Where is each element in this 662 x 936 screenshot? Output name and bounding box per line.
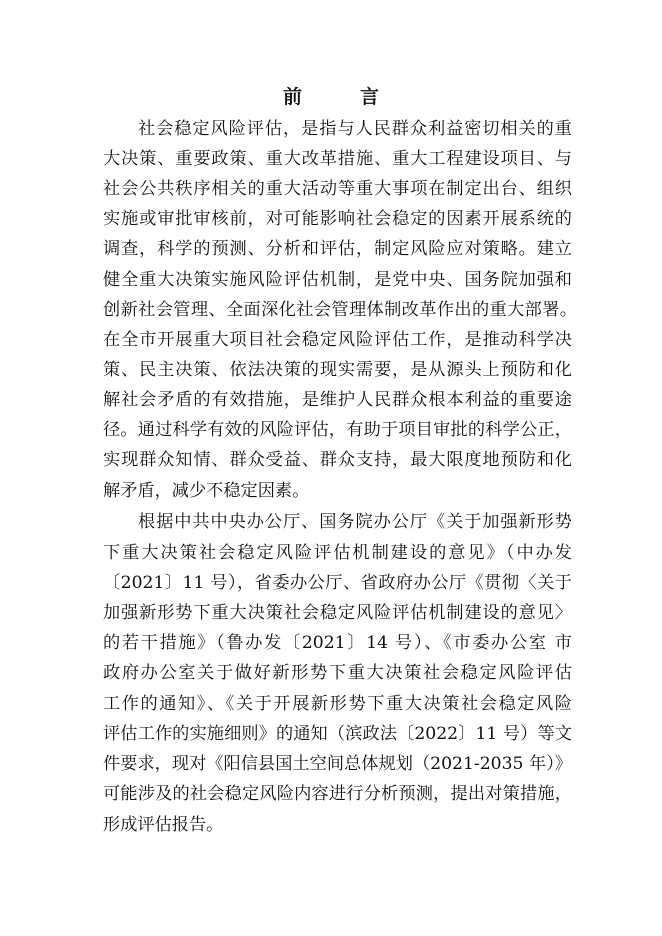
- paragraph-2-line: 下重大决策社会稳定风险评估机制建设的意见》（中办发: [103, 543, 572, 563]
- paragraph-1-line: 调查，科学的预测、分析和评估，制定风险应对策略。建立: [103, 239, 572, 259]
- paragraph-2-line: 加强新形势下重大决策社会稳定风险评估机制建设的意见〉: [103, 603, 572, 623]
- paragraph-1-line: 解矛盾，减少不稳定因素。: [103, 481, 310, 501]
- page-title: [0, 83, 662, 111]
- paragraph-2-line: 件要求，现对《阳信县国土空间总体规划（2021-2035 年）》: [103, 754, 572, 774]
- title-char-2: 言: [360, 86, 380, 108]
- paragraph-2-line: 政府办公室关于做好新形势下重大决策社会稳定风险评估: [103, 663, 572, 683]
- title-char-1: 前: [282, 86, 302, 108]
- paragraph-1-line: 径。通过科学有效的风险评估，有助于项目审批的科学公正，: [103, 420, 572, 440]
- paragraph-1-line: 解社会矛盾的有效措施，是维护人民群众根本利益的重要途: [103, 390, 572, 410]
- paragraph-1-line: 社会稳定风险评估，是指与人民群众利益密切相关的重: [138, 119, 572, 139]
- paragraph-1-line: 策、民主决策、依法决策的现实需要，是从源头上预防和化: [103, 360, 572, 380]
- paragraph-2-line: 〔2021〕11 号），省委办公厅、省政府办公厅《贯彻〈关于: [103, 573, 572, 593]
- paragraph-1-line: 创新社会管理、全面深化社会管理体制改革作出的重大部署。: [103, 300, 577, 320]
- paragraph-1-line: 在全市开展重大项目社会稳定风险评估工作，是推动科学决: [103, 330, 572, 350]
- paragraph-2-line: 评估工作的实施细则》的通知（滨政法〔2022〕11 号）等文: [103, 724, 572, 744]
- paragraph-2-line: 工作的通知》、《关于开展新形势下重大决策社会稳定风险: [103, 694, 572, 714]
- paragraph-2-line: 的若干措施》（鲁办发〔2021〕14 号）、《市委办公室 市: [103, 633, 572, 653]
- paragraph-2-line: 形成评估报告。: [103, 815, 224, 835]
- paragraph-1-line: 大决策、重要政策、重大改革措施、重大工程建设项目、与: [103, 149, 572, 169]
- paragraph-1-line: 实施或审批审核前，对可能影响社会稳定的因素开展系统的: [103, 209, 572, 229]
- paragraph-1-line: 实现群众知情、群众受益、群众支持，最大限度地预防和化: [103, 450, 572, 470]
- paragraph-2-line: 根据中共中央办公厅、国务院办公厅《关于加强新形势: [138, 512, 572, 532]
- paragraph-1-line: 社会公共秩序相关的重大活动等重大事项在制定出台、组织: [103, 179, 572, 199]
- paragraph-2-line: 可能涉及的社会稳定风险内容进行分析预测，提出对策措施，: [103, 784, 572, 804]
- paragraph-1-line: 健全重大决策实施风险评估机制，是党中央、国务院加强和: [103, 270, 572, 290]
